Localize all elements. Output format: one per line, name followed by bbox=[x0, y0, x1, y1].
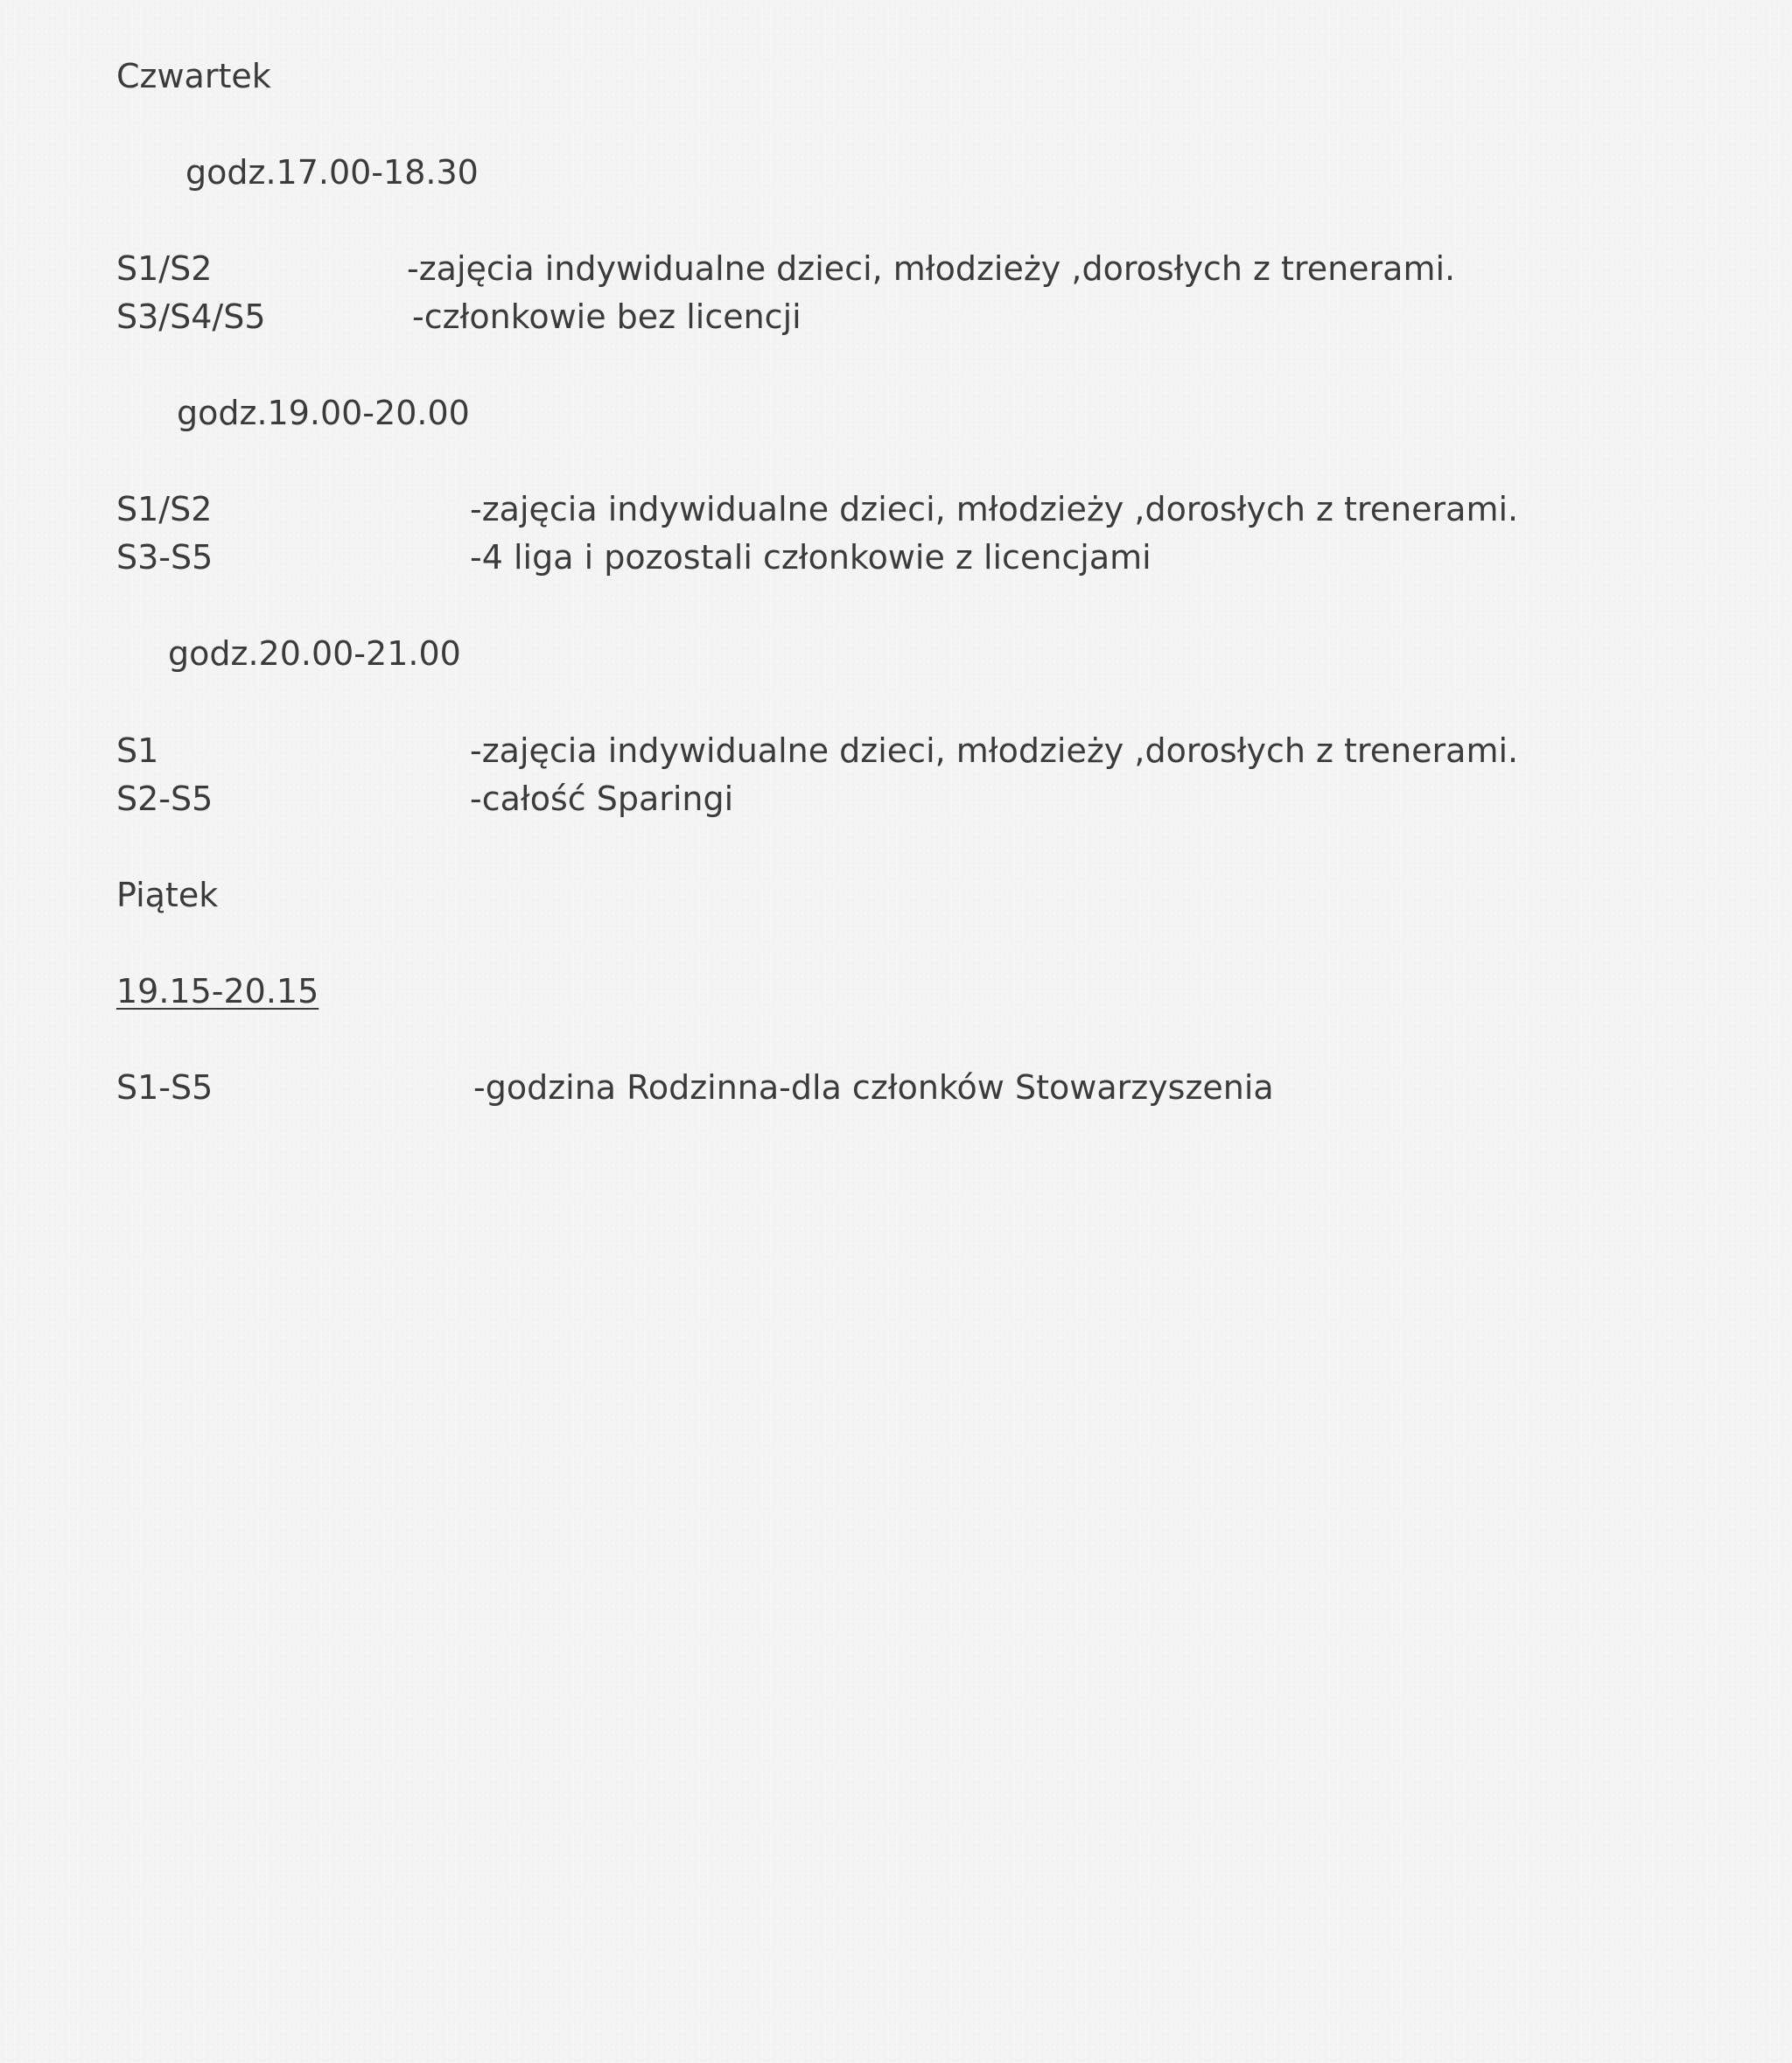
slot-time: godz.17.00-18.30 bbox=[186, 153, 479, 192]
slot-court: S1-S5 bbox=[116, 1068, 214, 1107]
day-heading-friday: Piątek bbox=[116, 876, 219, 914]
slot-time: godz.20.00-21.00 bbox=[168, 634, 461, 673]
slot-description: -członkowie bez licencji bbox=[412, 297, 802, 336]
slot-description: -4 liga i pozostali członkowie z licencjami bbox=[470, 538, 1152, 577]
slot-description: -zajęcia indywidualne dzieci, młodzieży ,dorosłych z trenerami. bbox=[470, 731, 1519, 770]
slot-court: S2-S5 bbox=[116, 780, 214, 818]
slot-court: S1/S2 bbox=[116, 249, 213, 288]
day-heading-thursday: Czwartek bbox=[116, 57, 271, 95]
slot-description: -zajęcia indywidualne dzieci, młodzieży ,dorosłych z trenerami. bbox=[470, 490, 1519, 528]
slot-court: S1 bbox=[116, 731, 159, 770]
slot-court: S3/S4/S5 bbox=[116, 297, 266, 336]
slot-description: -całość Sparingi bbox=[470, 780, 734, 818]
friday-time: 19.15-20.15 bbox=[116, 972, 319, 1011]
slot-court: S3-S5 bbox=[116, 538, 214, 577]
slot-time: godz.19.00-20.00 bbox=[177, 394, 470, 432]
slot-description: -zajęcia indywidualne dzieci, młodzieży ,dorosłych z trenerami. bbox=[407, 249, 1456, 288]
slot-court: S1/S2 bbox=[116, 490, 213, 528]
slot-description: -godzina Rodzinna-dla członków Stowarzyszenia bbox=[473, 1068, 1274, 1107]
